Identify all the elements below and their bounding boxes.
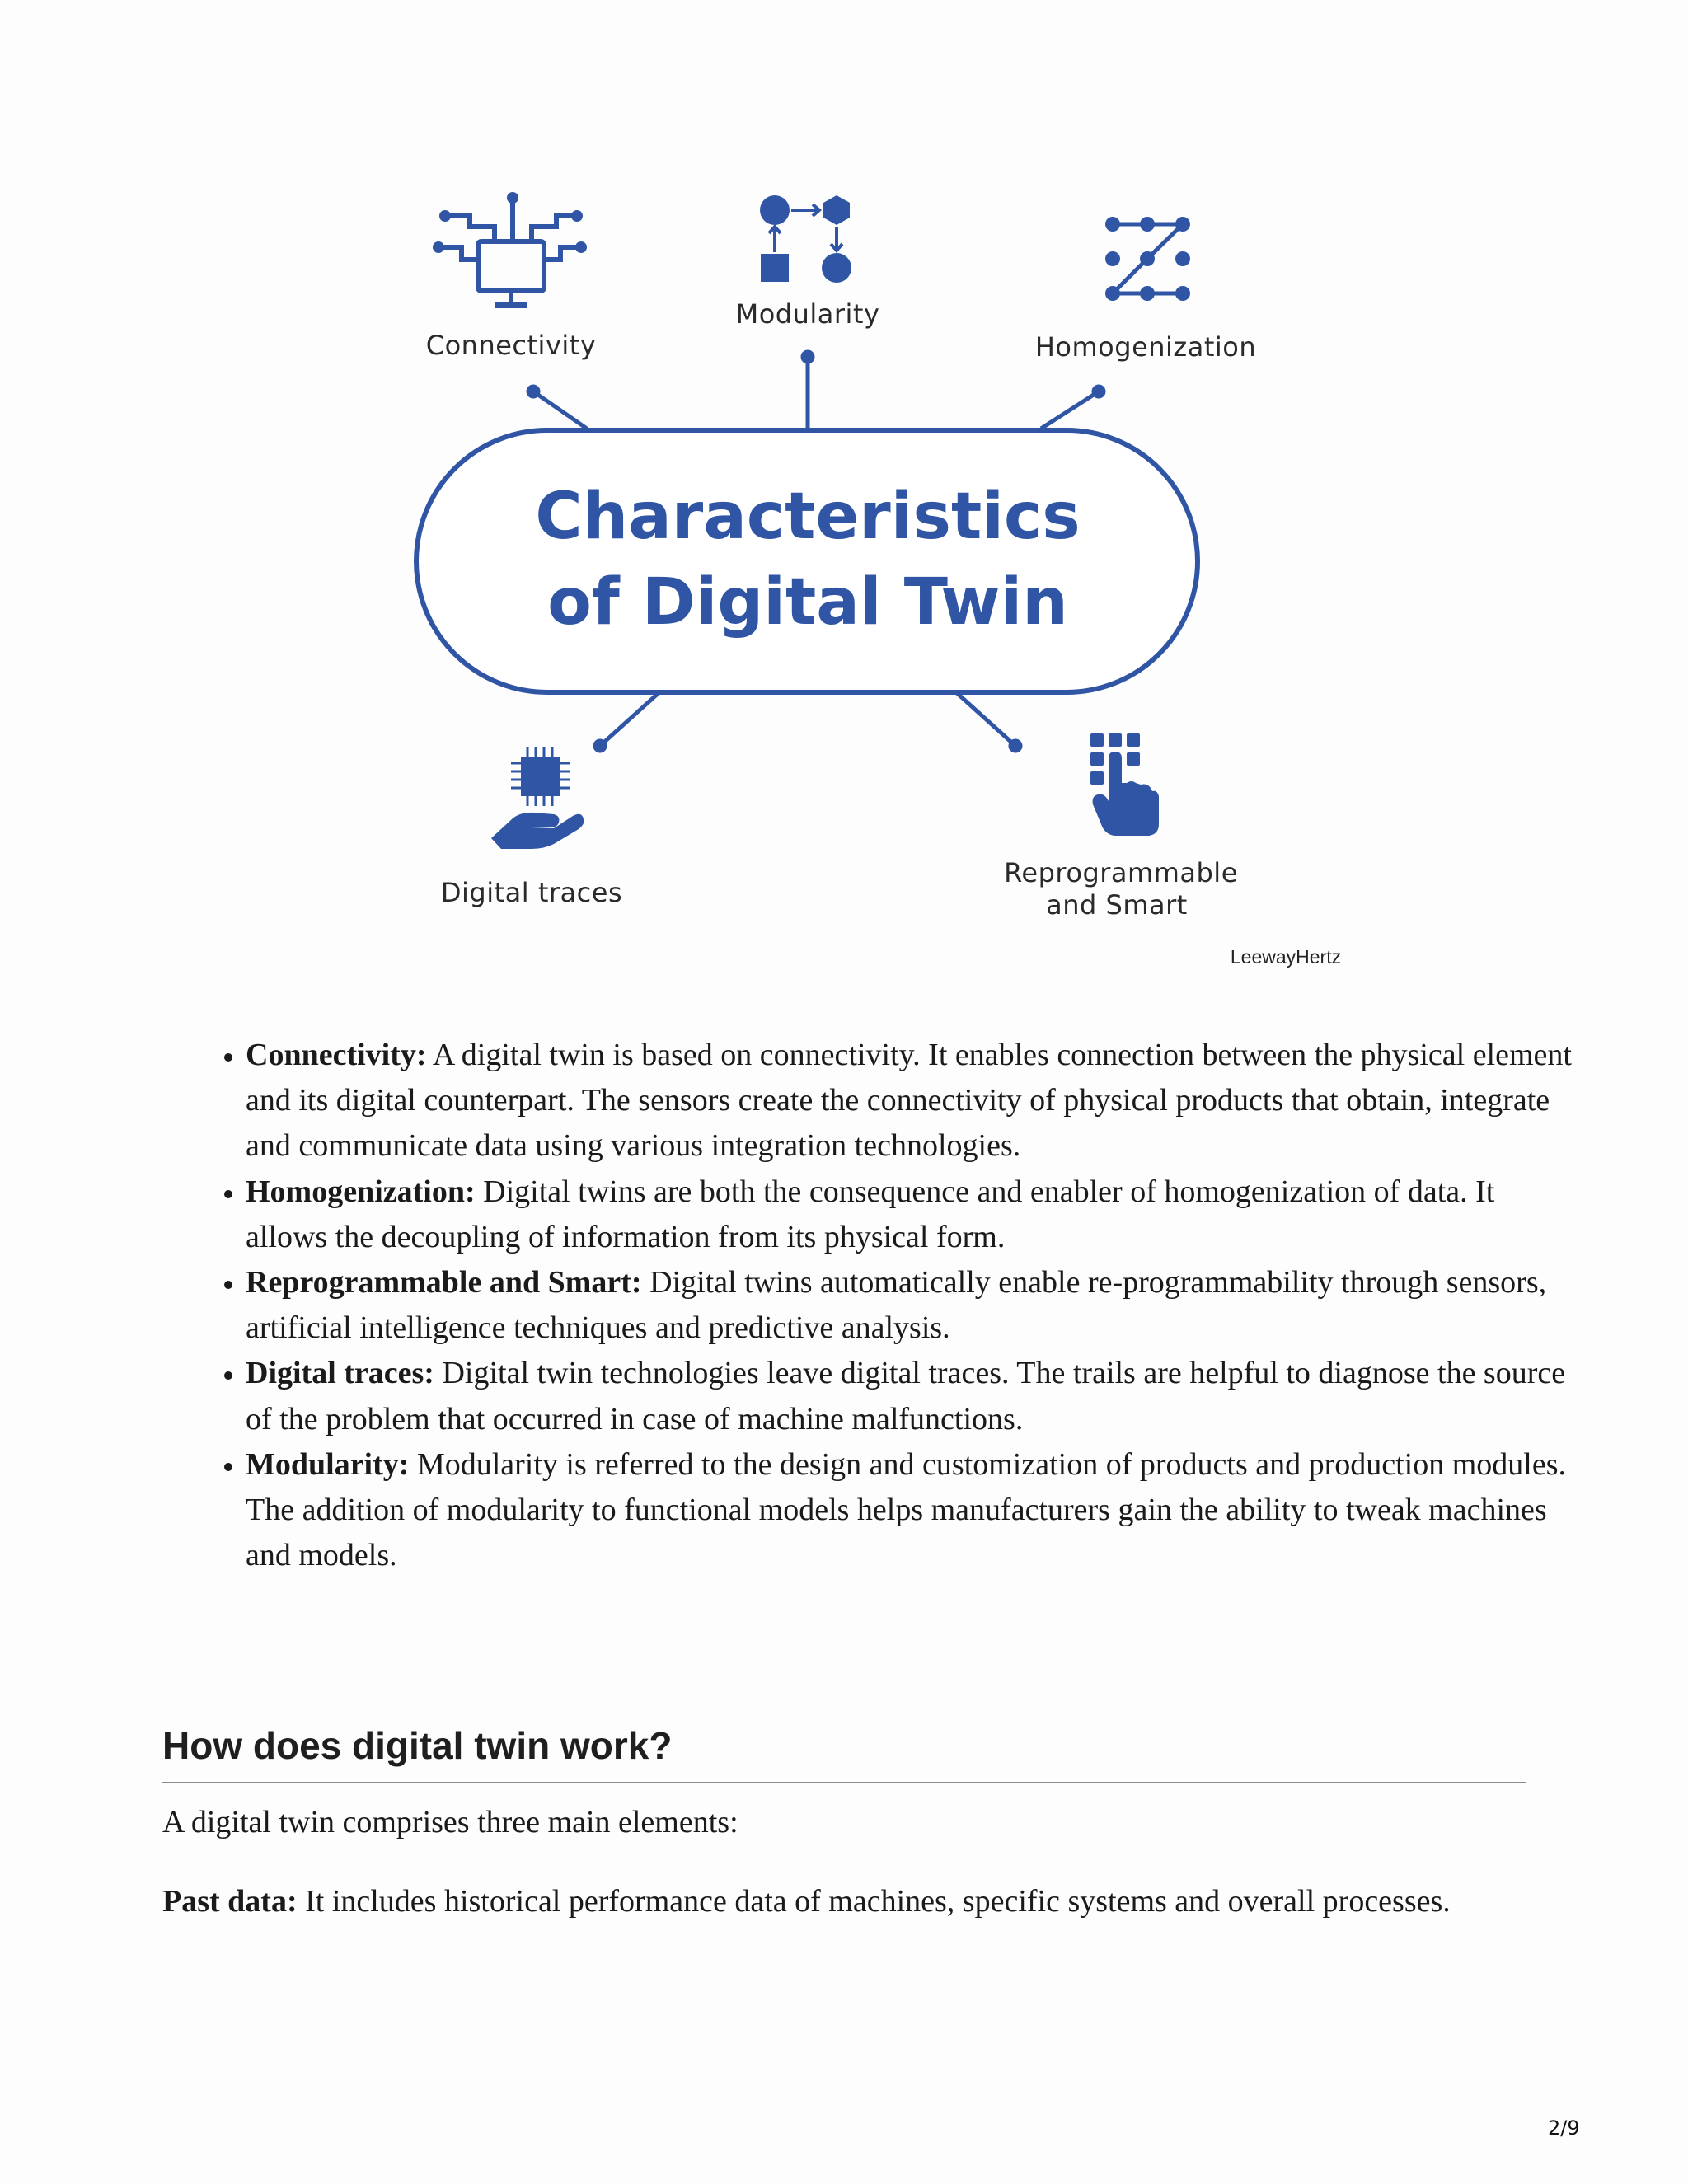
list-item-text: Digital twins are both the consequence and enabler of homogenization of data. It allows the decoupling of information from its physical form. <box>246 1174 1495 1254</box>
section-intro: A digital twin comprises three main elements: <box>162 1805 738 1840</box>
section-heading: How does digital twin work? <box>162 1721 1526 1783</box>
characteristics-list <box>210 1033 1573 1578</box>
label-digital-traces: Digital traces <box>440 877 623 908</box>
characteristics-figure <box>0 0 1688 989</box>
past-data-text: It includes historical performance data of machines, specific systems and overall processes. <box>297 1884 1451 1919</box>
list-item <box>246 1033 1573 1169</box>
figure-title-line2: of Digital Twin <box>547 565 1068 640</box>
label-reprogrammable-line1: Reprogrammable <box>1004 857 1238 888</box>
list-item <box>246 1169 1573 1260</box>
figure-credit: LeewayHertz <box>1230 946 1342 968</box>
list-item <box>246 1442 1573 1579</box>
label-connectivity: Connectivity <box>425 330 597 361</box>
list-item-term: Connectivity: <box>246 1038 427 1072</box>
list-item-text: Digital twin technologies leave digital traces. The trails are helpful to diagnose the source of the problem that occurred in case of machine malfunctions. <box>246 1356 1566 1436</box>
label-reprogrammable-line2: and Smart <box>1046 889 1188 921</box>
figure-title-line1: Characteristics <box>535 480 1081 554</box>
list-item-term: Homogenization: <box>246 1174 476 1209</box>
reprogrammable-icon <box>1090 733 1159 836</box>
homogenization-icon <box>1105 217 1190 301</box>
label-homogenization: Homogenization <box>1034 331 1257 363</box>
list-item-text: Modularity is referred to the design and customization of products and production modules. The addition of modularity to functional models helps manufacturers gain the ability to tweak machines and models. <box>246 1446 1567 1573</box>
list-item-term: Modularity: <box>246 1446 410 1482</box>
past-data-paragraph <box>162 1879 1531 1924</box>
list-item <box>246 1351 1573 1441</box>
digital-traces-icon <box>491 747 584 849</box>
figure-title <box>495 474 1121 645</box>
connectivity-icon <box>433 192 587 305</box>
modularity-icon <box>760 195 851 283</box>
past-data-term: Past data: <box>162 1884 298 1919</box>
list-item-term: Reprogrammable and Smart: <box>246 1265 642 1301</box>
list-item-term: Digital traces: <box>246 1356 434 1391</box>
list-item-text: A digital twin is based on connectivity. It enables connection between the physical element and its digital counterpart. The sensors create the connectivity of physical products that obtain, integrate and communicate data using various integration technologies. <box>246 1038 1572 1164</box>
list-item-text: Digital twins automatically enable re-programmability through sensors, artificial intelligence techniques and predictive analysis. <box>246 1265 1547 1346</box>
list-item <box>246 1260 1573 1351</box>
page-number: 2/9 <box>1548 2116 1580 2139</box>
label-modularity: Modularity <box>735 298 880 330</box>
